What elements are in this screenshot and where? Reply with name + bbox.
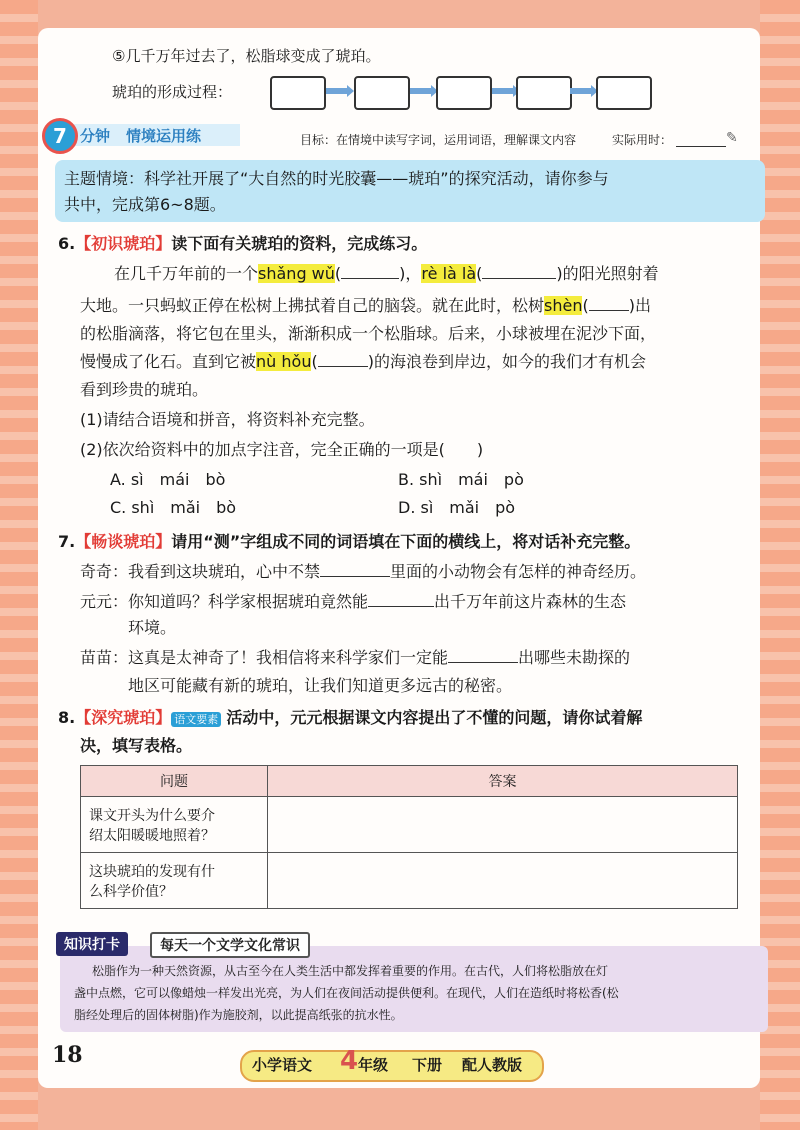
q8-prompt: 活动中，元元根据课文内容提出了不懂的问题，请你试着解: [226, 708, 643, 727]
text: 奇奇：我看到这块琥珀，心中不禁: [80, 562, 321, 581]
footer-edition: 配人教版: [462, 1056, 523, 1074]
text: 么科学价值？: [89, 883, 173, 900]
footer-term: 下册: [412, 1056, 443, 1074]
scene-line-1: 主题情境：科学社开展了“大自然的时光胶囊——琥珀”的探究活动，请你参与: [64, 169, 609, 188]
q7-tag: 【畅谈琥珀】: [75, 532, 172, 551]
option-a[interactable]: A. sì mái bò: [110, 470, 226, 489]
dialog-yuanyuan-cont: 环境。: [128, 618, 177, 637]
formation-box-5[interactable]: [596, 76, 652, 110]
dialog-yuanyuan: [80, 592, 626, 612]
q6-sub-1: (1)请结合语境和拼音，将资料补充完整。: [80, 410, 375, 429]
text: 的阳光照射着: [562, 264, 659, 283]
answer-cell-2[interactable]: [268, 853, 738, 909]
q6-sub-2: (2)依次给资料中的加点字注音，完全正确的一项是( ): [80, 440, 484, 459]
section-goal: 目标：在情境中读写字词，运用词语，理解课文内容: [300, 133, 577, 147]
arrow-icon: [570, 88, 592, 94]
formation-label: 琥珀的形成过程：: [112, 83, 233, 101]
q7-number: 7.: [58, 532, 76, 551]
formation-box-3[interactable]: [436, 76, 492, 110]
table-row: [81, 797, 738, 853]
question-cell: [81, 853, 268, 909]
formation-box-2[interactable]: [354, 76, 410, 110]
q6-para-line-3: 的松脂滴落，将它包在里头，渐渐积成一个松脂球。后来，小球被埋在泥沙下面，: [80, 324, 657, 343]
text: 出哪些未勘探的: [518, 648, 631, 667]
text: 的海浪卷到岸边，如今的我们才有机会: [373, 352, 646, 371]
blank-3[interactable]: [589, 310, 629, 311]
q6-para-line-4: 慢慢成了化石。直到它被nù hǒu( )的海浪卷到岸边，如今的我们才有机会: [80, 352, 646, 371]
blank-yuanyuan[interactable]: [368, 606, 434, 607]
text: 绍太阳暖暖地照着？: [89, 827, 215, 844]
text: 出: [634, 296, 651, 315]
text: ，: [405, 264, 422, 283]
question-8-header: [58, 708, 642, 730]
knowledge-subtitle: 每天一个文学文化常识: [150, 932, 310, 958]
answer-cell-1[interactable]: [268, 797, 738, 853]
q6-tag: 【初识琥珀】: [75, 234, 172, 253]
text: 里面的小动物会有怎样的神奇经历。: [390, 562, 647, 581]
section-number-badge: 7: [42, 118, 78, 154]
pinyin-3: shèn: [544, 296, 583, 315]
formation-box-4[interactable]: [516, 76, 572, 110]
option-c[interactable]: C. shì mǎi bò: [110, 498, 237, 517]
blank-1[interactable]: [341, 278, 399, 279]
q8-tag: 【深究琥珀】: [75, 708, 172, 727]
col-header-answer: 答案: [268, 766, 738, 797]
section-title: 情境运用练: [126, 127, 202, 145]
q8-number: 8.: [58, 708, 76, 727]
q8-badge: 语文要素: [171, 712, 221, 727]
pinyin-1: shǎng wǔ: [258, 264, 335, 283]
pinyin-2: rè là là: [421, 264, 477, 283]
time-label: 实际用时：: [612, 133, 673, 147]
q6-prompt: 读下面有关琥珀的资料，完成练习。: [171, 234, 428, 253]
text: 元元：你知道吗？科学家根据琥珀竟然能: [80, 592, 369, 611]
q6-para-line-1: 在几千万年前的一个shǎng wǔ( )，rè là là( )的阳光照射着: [114, 264, 659, 283]
q8-prompt-cont: 决，填写表格。: [80, 736, 193, 755]
text: 课文开头为什么要介: [89, 807, 215, 824]
text: 苗苗：这真是太神奇了！我相信将来科学家们一定能: [80, 648, 449, 667]
table-row: [81, 853, 738, 909]
arrow-icon: [492, 88, 514, 94]
left-decoration: [0, 0, 38, 1130]
pencil-icon: ✎: [726, 130, 738, 146]
text: 这块琥珀的发现有什: [89, 863, 215, 880]
q7-prompt: 请用“测”字组成不同的词语填在下面的横线上，将对话补充完整。: [171, 532, 641, 551]
blank-qiqi[interactable]: [320, 576, 390, 577]
question-7-header: [58, 532, 640, 552]
q6-number: 6.: [58, 234, 76, 253]
text: 大地。一只蚂蚁正停在松树上拂拭着自己的脑袋。就在此时，松树: [80, 296, 545, 315]
time-blank[interactable]: [676, 146, 726, 147]
option-b[interactable]: B. shì mái pò: [398, 470, 524, 489]
dialog-qiqi: [80, 562, 646, 582]
question-cell: [81, 797, 268, 853]
footer-subject: 小学语文: [252, 1056, 313, 1074]
text: 出千万年前这片森林的生态: [434, 592, 627, 611]
dialog-miaomiao: [80, 648, 630, 668]
text: 慢慢成了化石。直到它被: [80, 352, 257, 371]
section-unit: 分钟: [80, 127, 111, 145]
col-header-question: 问题: [81, 766, 268, 797]
blank-4[interactable]: [318, 366, 368, 367]
knowledge-line-1: 松脂作为一种天然资源，从古至今在人类生活中都发挥着重要的作用。在古代，人们将松脂放在灯: [92, 964, 609, 978]
arrow-icon: [410, 88, 432, 94]
dialog-miaomiao-cont: 地区可能藏有新的琥珀，让我们知道更多远古的秘密。: [128, 676, 513, 695]
text: 在几千万年前的一个: [114, 264, 259, 283]
footer-grade-number: 4: [340, 1046, 359, 1076]
option-d[interactable]: D. sì mǎi pò: [398, 498, 516, 517]
q6-para-line-5: 看到珍贵的琥珀。: [80, 380, 209, 399]
scene-line-2: 共中，完成第6~8题。: [64, 195, 226, 214]
formation-box-1[interactable]: [270, 76, 326, 110]
answer-table: [80, 765, 738, 909]
question-6-header: [58, 234, 427, 254]
blank-miaomiao[interactable]: [448, 662, 518, 663]
knowledge-line-3: 脂经处理后的固体树脂)作为施胶剂，以此提高纸张的抗水性。: [74, 1008, 403, 1022]
top-line: ⑤几千万年过去了，松脂球变成了琥珀。: [112, 47, 381, 65]
knowledge-line-2: 盏中点燃，它可以像蜡烛一样发出光亮，为人们在夜间活动提供便利。在现代，人们在造纸时将松香(松: [74, 986, 619, 1000]
knowledge-tag: 知识打卡: [56, 932, 128, 956]
page-number: 18: [52, 1042, 83, 1068]
blank-2[interactable]: [482, 278, 556, 279]
pinyin-4: nù hǒu: [256, 352, 312, 371]
footer-grade: 年级: [358, 1056, 389, 1074]
arrow-icon: [326, 88, 348, 94]
q6-para-line-2: 大地。一只蚂蚁正停在松树上拂拭着自己的脑袋。就在此时，松树shèn( )出: [80, 296, 651, 315]
